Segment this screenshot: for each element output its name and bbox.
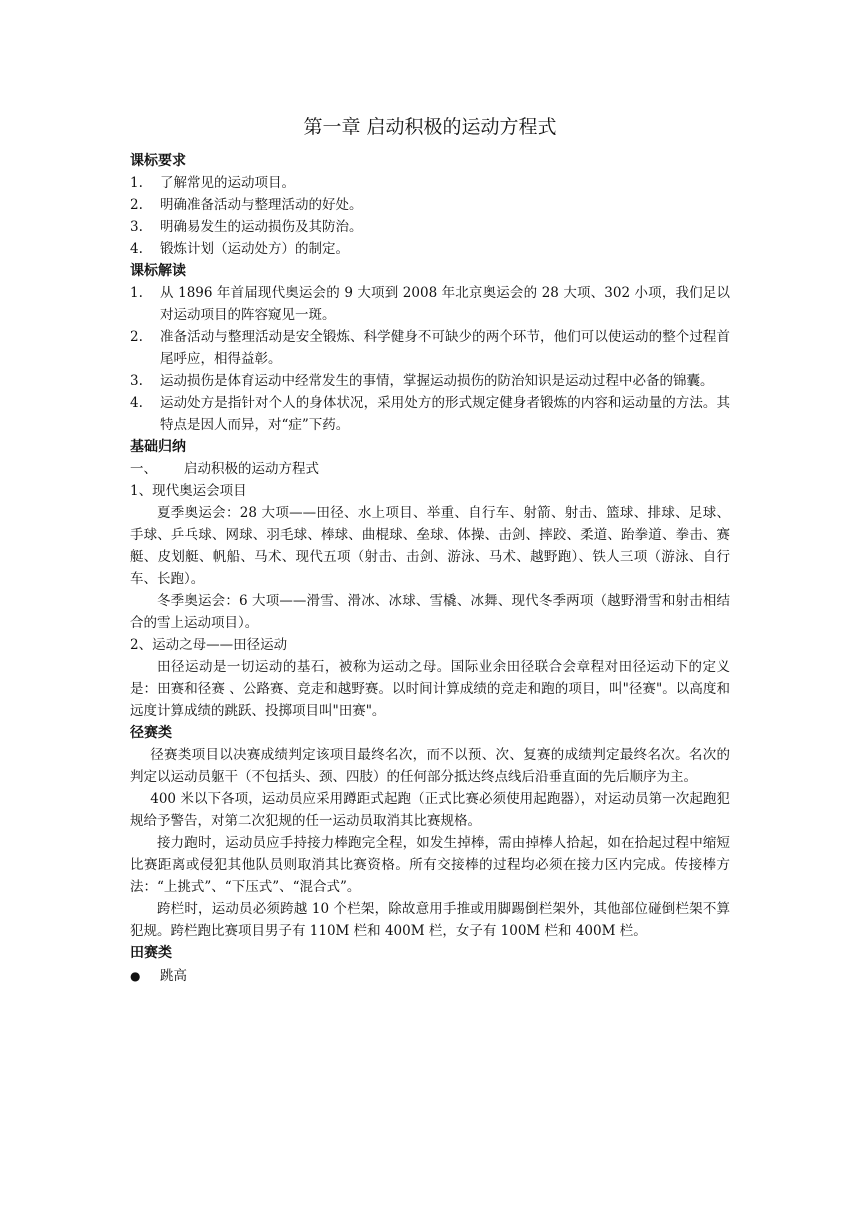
track-paragraph-ranking: 径赛类项目以决赛成绩判定该项目最终名次，而不以预、次、复赛的成绩判定最终名次。名次的判定以运动员躯干（不包括头、颈、四肢）的任何部分抵达终点线后沿垂直面的先后顺序为主。 [130,747,730,785]
subheading-olympics: 1、现代奥运会项目 [130,483,247,499]
summer-olympics-paragraph: 夏季奥运会：28 大项——田径、水上项目、举重、自行车、射箭、射击、篮球、排球、足球、手球、乒乓球、网球、羽毛球、棒球、曲棍球、垒球、体操、击剑、摔跤、柔道、跆拳道、拳击、赛艇、皮划艇、帆船、马术、现代五项（射击、击剑、游泳、马术、越野跑）、铁人三项（游泳、自行车、长跑）。 [130,505,730,587]
field-heading: 田赛类 [130,945,172,961]
track-heading: 径赛类 [130,725,172,741]
bullet-icon: ● [130,969,141,983]
list-item: 2. 准备活动与整理活动是安全锻炼、科学健身不可缺少的两个环节，他们可以使运动的整个过程首尾呼应，相得益彰。 [130,329,730,367]
list-item: 1. 从 1896 年首届现代奥运会的 9 大项到 2008 年北京奥运会的 28 大项、302 小项，我们足以对运动项目的阵容窥见一斑。 [130,285,730,323]
list-item: 2. 明确准备活动与整理活动的好处。 [130,197,363,213]
requirements-list [130,172,730,260]
subheading-track-field: 2、运动之母——田径运动 [130,637,288,653]
track-paragraph-hurdles: 跨栏时，运动员必须跨越 10 个栏架，除故意用手推或用脚踢倒栏架外，其他部位碰倒栏架不算犯规。跨栏跑比赛项目男子有 110M 栏和 400M 栏，女子有 100M 栏和 400M 栏。 [130,901,730,939]
document-page [130,112,730,988]
winter-olympics-paragraph: 冬季奥运会：6 大项——滑雪、滑冰、冰球、雪橇、冰舞、现代冬季两项（越野滑雪和射击相结合的雪上运动项目）。 [130,593,730,631]
list-item: 4. 锻炼计划（运动处方）的制定。 [130,241,349,257]
requirements-heading: 课标要求 [130,153,186,169]
list-item: 1. 了解常见的运动项目。 [130,175,295,191]
interpretation-list [130,282,730,436]
bullet-label: 跳高 [160,968,187,984]
chapter-title: 第一章 启动积极的运动方程式 [303,116,557,138]
basics-heading: 基础归纳 [130,439,186,455]
list-item: 3. 明确易发生的运动损伤及其防治。 [130,219,363,235]
track-paragraph-relay: 接力跑时，运动员应手持接力棒跑完全程，如发生掉棒，需由掉棒人拾起，如在拾起过程中缩短比赛距离或侵犯其他队员则取消其比赛资格。所有交接棒的过程均必须在接力区内完成。传接棒方法：“上挑式”、“下压式”、“混合式”。 [130,835,730,895]
track-field-paragraph: 田径运动是一切运动的基石，被称为运动之母。国际业余田径联合会章程对田径运动下的定义是：田赛和径赛 、公路赛、竞走和越野赛。以时间计算成绩的竞走和跑的项目，叫"径赛"。以高度和远度计算成绩的跳跃、投掷项目叫"田赛"。 [130,659,730,719]
section-one-heading: 一、 启动积极的运动方程式 [130,461,319,477]
track-paragraph-start: 400 米以下各项，运动员应采用蹲距式起跑（正式比赛必须使用起跑器），对运动员第一次起跑犯规给予警告，对第二次犯规的任一运动员取消其比赛规格。 [130,791,730,829]
list-item: 4. 运动处方是指针对个人的身体状况，采用处方的形式规定健身者锻炼的内容和运动量的方法。其特点是因人而异，对“症”下药。 [130,395,730,433]
list-item: 3. 运动损伤是体育运动中经常发生的事情，掌握运动损伤的防治知识是运动过程中必备的锦囊。 [130,373,714,389]
list-item [130,964,730,988]
interpretation-heading: 课标解读 [130,263,186,279]
